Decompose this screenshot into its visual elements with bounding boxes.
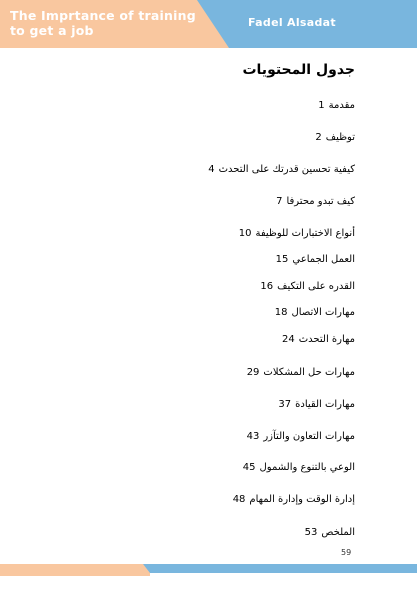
toc-entry-label: مهارات القيادة (295, 399, 355, 410)
header-title: The Imprtance of training to get a job (10, 8, 196, 38)
toc-entry-label: العمل الجماعي (292, 254, 355, 265)
toc-entry-page: 7 (276, 196, 283, 207)
toc-entry (275, 307, 355, 318)
header-author: Fadel Alsadat (248, 16, 336, 29)
toc-entry (276, 254, 355, 265)
toc-entry-label: مهارات الاتصال (291, 307, 355, 318)
toc-entry-label: أنواع الاختبارات للوظيفة (255, 228, 355, 239)
toc-entry (282, 334, 355, 345)
toc-entry-label: الوعي بالتنوع والشمول (259, 462, 355, 473)
toc-entry-page: 1 (318, 100, 325, 111)
toc-entry (233, 494, 355, 505)
toc-entry-page: 10 (238, 228, 252, 239)
toc-entry-label: توظيف (325, 132, 355, 143)
toc-entry-page: 48 (232, 494, 246, 505)
toc-entry (276, 196, 355, 207)
table-of-contents (35, 62, 355, 538)
toc-entry (315, 132, 355, 143)
toc-entry-label: مهارات حل المشكلات (263, 367, 355, 378)
toc-entry-page: 45 (242, 462, 256, 473)
toc-title: جدول المحتويات (242, 62, 355, 78)
toc-entry-page: 43 (246, 431, 260, 442)
toc-entry-label: مهارات التعاون والتآزر (263, 431, 355, 442)
toc-entry (305, 527, 355, 538)
toc-entry-page: 53 (304, 527, 318, 538)
toc-entry (247, 431, 355, 442)
page-number: 59 (341, 548, 352, 557)
toc-entry (278, 399, 355, 410)
toc-entry-page: 24 (282, 334, 295, 345)
toc-entry-page: 37 (278, 399, 292, 410)
toc-entry-label: الملخص (321, 527, 355, 538)
toc-entry (318, 100, 355, 111)
page-footer (0, 562, 417, 576)
footer-band-graphic (0, 562, 417, 576)
toc-entry-page: 4 (208, 164, 215, 175)
toc-entry-page: 2 (315, 132, 322, 143)
toc-entry (243, 462, 355, 473)
toc-entry (260, 281, 355, 292)
page-header (0, 0, 417, 48)
toc-entry (208, 164, 355, 175)
toc-entry-label: إدارة الوقت وإدارة المهام (249, 494, 355, 505)
toc-entry (239, 228, 355, 239)
toc-entry-label: كيفية تحسين قدرتك على التحدث (218, 164, 355, 175)
toc-entry (247, 367, 355, 378)
toc-entry-page: 29 (246, 367, 260, 378)
toc-entry-label: مهارة التحدث (298, 334, 355, 345)
toc-entry-page: 16 (260, 281, 274, 292)
toc-entry-page: 18 (274, 307, 288, 318)
toc-entry-label: كيف تبدو محترفا (286, 196, 355, 207)
toc-entry-page: 15 (275, 254, 289, 265)
toc-entry-label: القدره على التكيف (277, 281, 355, 292)
toc-entry-label: مقدمة (328, 100, 355, 111)
